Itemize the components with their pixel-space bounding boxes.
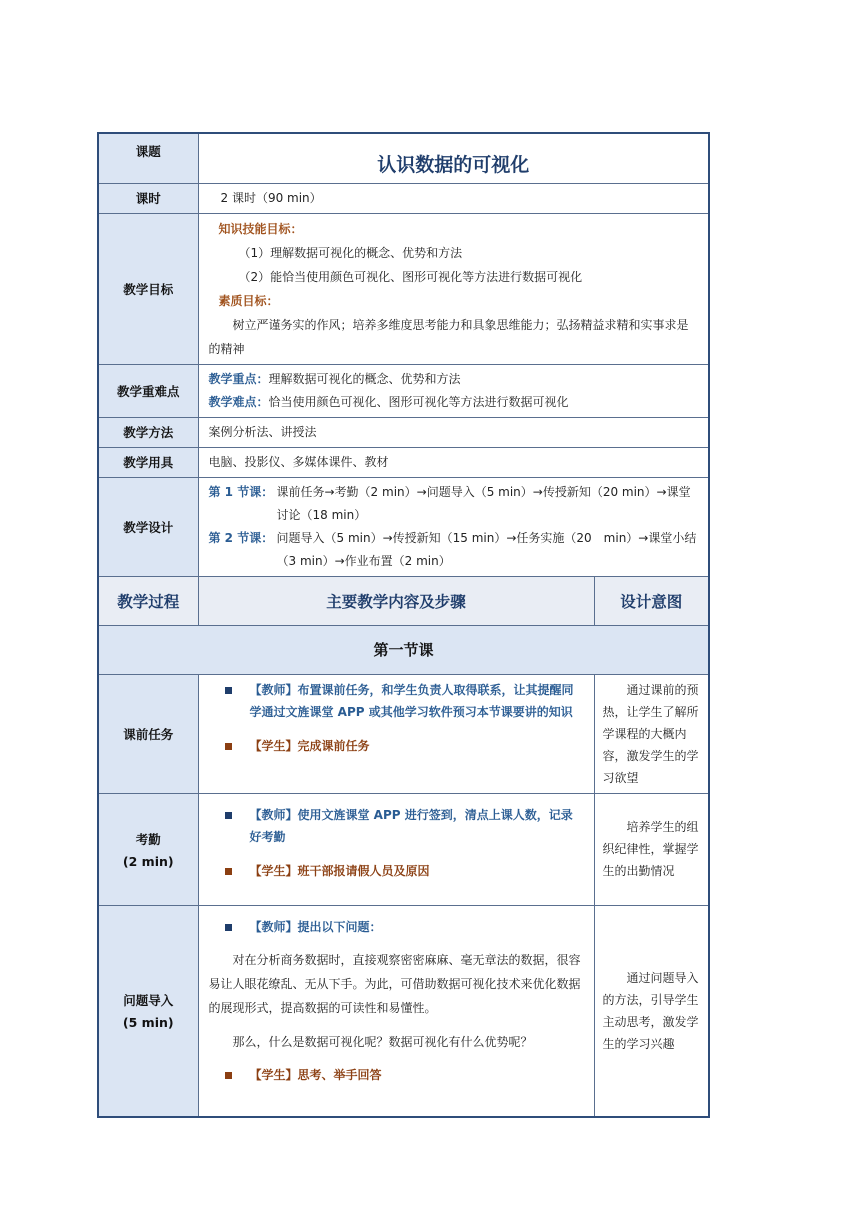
- method-row: [98, 417, 709, 447]
- square-bullet-icon: [225, 687, 232, 694]
- intro-teacher-item: [209, 916, 584, 938]
- attendance-student-text: 【学生】班干部报请假人员及原因: [249, 863, 430, 878]
- design-row: [98, 477, 709, 576]
- section-row: [98, 625, 709, 674]
- tools-value: 电脑、投影仪、多媒体课件、教材: [198, 447, 709, 477]
- hours-row: [98, 183, 709, 213]
- lesson2-line: [209, 527, 699, 573]
- keypoints-label: 教学重难点: [98, 364, 198, 417]
- keypoints-content: [198, 364, 709, 417]
- attendance-intent: 培养学生的组织纪律性，掌握学生的出勤情况: [594, 793, 709, 905]
- square-bullet-icon: [225, 924, 232, 931]
- square-bullet-icon: [225, 1072, 232, 1079]
- intro-student-text: 【学生】思考、举手回答: [249, 1067, 382, 1082]
- difficulty-line: [209, 391, 699, 414]
- focus-line: [209, 368, 699, 391]
- design-content: [198, 477, 709, 576]
- process-col-stage: 教学过程: [98, 576, 198, 625]
- goals-row: [98, 213, 709, 364]
- quality-text: 树立严谨务实的作风；培养多维度思考能力和具象思维能力；弘扬精益求精和实事求是的精神: [208, 317, 689, 356]
- knowledge-item-1: （1）理解数据可视化的概念、优势和方法: [238, 245, 463, 260]
- keypoints-row: [98, 364, 709, 417]
- intro-time: (5 min): [122, 1015, 174, 1031]
- intro-label: [98, 905, 198, 1117]
- intro-student-item: [209, 1064, 584, 1086]
- tools-row: [98, 447, 709, 477]
- attendance-label: [98, 793, 198, 905]
- goals-label: 教学目标: [98, 213, 198, 364]
- attendance-teacher-item: [209, 804, 584, 848]
- hours-label: 课时: [98, 183, 198, 213]
- pre-task-intent: 通过课前的预热，让学生了解所学课程的大概内容，激发学生的学习欲望: [594, 674, 709, 793]
- topic-label: 课题: [98, 133, 198, 183]
- intro-row: [98, 905, 709, 1117]
- lesson2-text: 问题导入（5 min）→传授新知（15 min）→任务实施（20 min）→课堂小结（3 min）→作业布置（2 min）: [276, 530, 697, 568]
- knowledge-heading: 知识技能目标：: [218, 221, 303, 236]
- lesson2-heading: 第 2 节课：: [208, 530, 274, 545]
- focus-heading: 教学重点：: [208, 371, 269, 386]
- lesson1-heading: 第 1 节课：: [208, 484, 274, 499]
- hours-value: 2 课时（90 min）: [198, 183, 709, 213]
- pre-task-content: [198, 674, 594, 793]
- attendance-label-text: 考勤: [135, 831, 161, 847]
- topic-row: [98, 133, 709, 183]
- pre-teacher-text: 【教师】布置课前任务，和学生负责人取得联系，让其提醒同学通过文旌课堂 APP 或其他学习软件预习本节课要讲的知识: [249, 682, 574, 719]
- square-bullet-icon: [225, 743, 232, 750]
- attendance-teacher-text: 【教师】使用文旌课堂 APP 进行签到，清点上课人数，记录好考勤: [249, 807, 573, 844]
- process-col-intent: 设计意图: [594, 576, 709, 625]
- intro-intent: 通过问题导入的方法，引导学生主动思考，激发学生的学习兴趣: [594, 905, 709, 1117]
- intro-content: [198, 905, 594, 1117]
- pre-task-label: 课前任务: [98, 674, 198, 793]
- difficulty-text: 恰当使用颜色可视化、图形可视化等方法进行数据可视化: [268, 394, 569, 409]
- lesson1-line: [209, 481, 699, 527]
- quality-heading: 素质目标：: [218, 293, 279, 308]
- topic-title: 认识数据的可视化: [198, 133, 709, 183]
- attendance-content: [198, 793, 594, 905]
- goals-content: [198, 213, 709, 364]
- tools-label: 教学用具: [98, 447, 198, 477]
- square-bullet-icon: [225, 868, 232, 875]
- lesson-plan-table: [97, 132, 710, 1118]
- method-label: 教学方法: [98, 417, 198, 447]
- intro-label-text: 问题导入: [123, 993, 174, 1009]
- pre-teacher-item: [209, 679, 584, 723]
- difficulty-heading: 教学难点：: [208, 394, 269, 409]
- focus-text: 理解数据可视化的概念、优势和方法: [268, 371, 461, 386]
- square-bullet-icon: [225, 812, 232, 819]
- method-value: 案例分析法、讲授法: [198, 417, 709, 447]
- attendance-time: (2 min): [122, 853, 174, 869]
- attendance-student-item: [209, 860, 584, 882]
- intro-paragraph-1: 对在分析商务数据时，直接观察密密麻麻、毫无章法的数据，很容易让人眼花缭乱、无从下手。为此，可借助数据可视化技术来优化数据的展现形式，提高数据的可读性和易懂性。: [208, 952, 581, 1015]
- process-col-content: 主要教学内容及步骤: [198, 576, 594, 625]
- section-title: 第一节课: [98, 625, 709, 674]
- process-header-row: [98, 576, 709, 625]
- knowledge-item-2: （2）能恰当使用颜色可视化、图形可视化等方法进行数据可视化: [238, 269, 583, 284]
- intro-teacher-text: 【教师】提出以下问题：: [249, 919, 382, 934]
- intro-paragraph-2: 那么，什么是数据可视化呢？数据可视化有什么优势呢？: [232, 1034, 533, 1049]
- lesson1-text: 课前任务→考勤（2 min）→问题导入（5 min）→传授新知（20 min）→课堂讨论（18 min）: [276, 484, 691, 522]
- attendance-row: [98, 793, 709, 905]
- pre-student-item: [209, 735, 584, 757]
- lesson-plan: [97, 132, 708, 1118]
- pre-student-text: 【学生】完成课前任务: [249, 738, 370, 753]
- design-label: 教学设计: [98, 477, 198, 576]
- pre-task-row: [98, 674, 709, 793]
